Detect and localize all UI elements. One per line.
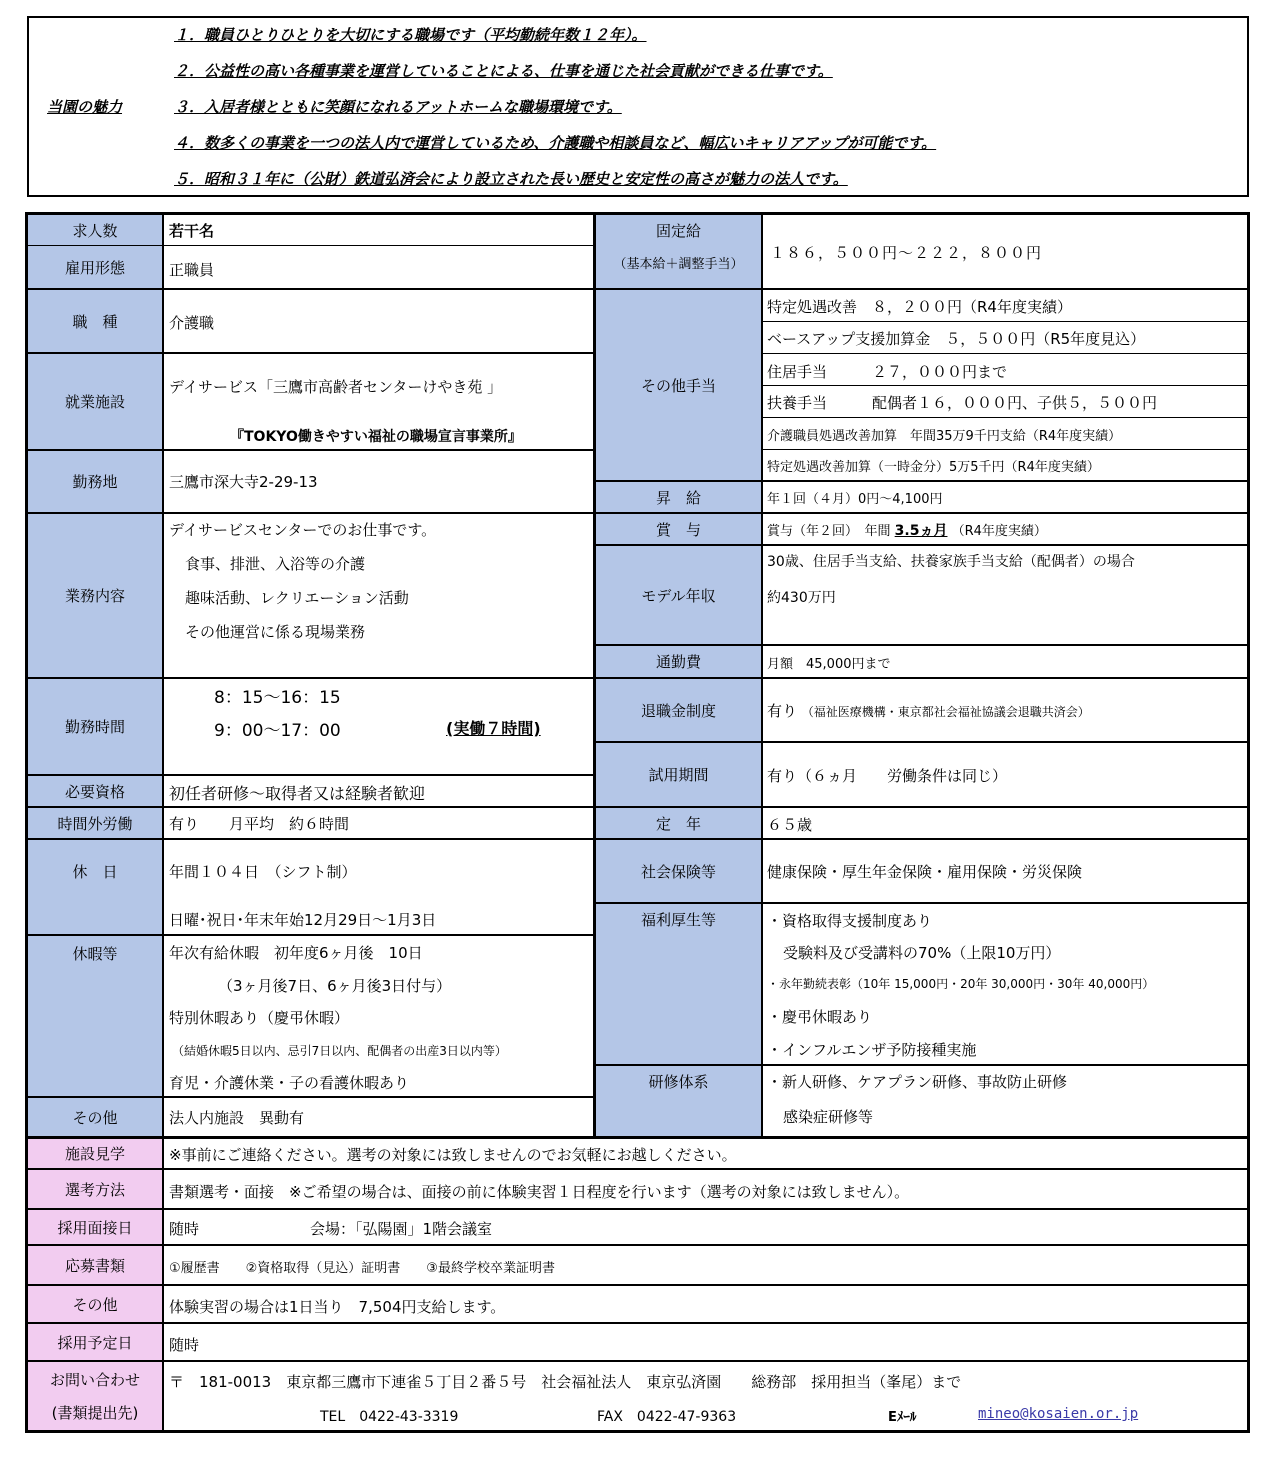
label-model-income: モデル年収: [595, 545, 762, 645]
label-overtime: 時間外労働: [27, 807, 163, 839]
value-employment: 正職員: [169, 261, 215, 279]
label-bonus: 賞 与: [595, 513, 762, 545]
value-probation: 有り（６ヵ月 労働条件は同じ）: [767, 767, 1008, 785]
value-interview: 随時: [169, 1220, 200, 1238]
value-leave-4: （結婚休暇5日以内、忌引7日以内、配偶者の出産3日以内等）: [172, 1044, 507, 1058]
label-base-pay: [595, 214, 762, 289]
value-leave-3: 特別休暇あり（慶弔休暇）: [169, 1009, 350, 1027]
value-location: 三鷹市深大寺2-29-13: [169, 473, 318, 491]
label-interview: 採用面接日: [27, 1209, 163, 1245]
value-leave-1: 年次有給休暇 初年度6ヶ月後 10日: [169, 944, 423, 962]
label-facility: 就業施設: [27, 353, 163, 450]
value-welfare-2: 受験料及び受講料の70%（上限10万円）: [783, 944, 1061, 962]
value-bonus-suffix: （R4年度実績）: [951, 524, 1047, 539]
value-allowance-3: 住居手当 ２７，０００円まで: [767, 363, 1008, 381]
label-probation: 試用期間: [595, 742, 762, 807]
value-model-income-2: 約430万円: [767, 590, 836, 606]
value-leave-2: （3ヶ月後7日、6ヶ月後3日付与）: [218, 977, 452, 995]
label-start: 採用予定日: [27, 1323, 163, 1361]
value-commute: 月額 45,000円まで: [767, 657, 891, 672]
label-location: 勤務地: [27, 450, 163, 513]
value-qualification: 初任者研修〜取得者又は経験者歓迎: [169, 784, 426, 803]
label-visit: 施設見学: [27, 1137, 163, 1169]
value-facility-1: デイサービス「三鷹市高齢者センターけやき苑 」: [169, 378, 503, 396]
label-allowances: その他手当: [595, 289, 762, 481]
value-contact-address: 〒 181-0013 東京都三鷹市下連雀５丁目２番５号 社会福祉法人 東京弘済園 総務部 採用担当（峯尾）まで: [169, 1373, 962, 1391]
label-raise: 昇 給: [595, 481, 762, 513]
label-openings: 求人数: [27, 214, 163, 246]
label-base-pay-text: 固定給: [655, 222, 701, 240]
label-other: その他: [27, 1097, 163, 1137]
value-contact-tel: TEL 0422-43-3319: [320, 1409, 459, 1425]
value-raise: 年１回（４月）0円〜4,100円: [767, 492, 943, 507]
value-welfare-1: ・資格取得支援制度あり: [767, 912, 933, 930]
charm-item-5: ５．昭和３１年に（公財）鉄道弘済会により設立された長い歴史と安定性の高さが魅力の法人です。: [174, 170, 848, 188]
charm-item-4: ４．数多くの事業を一つの法人内で運営しているため、介護職や相談員など、幅広いキャリアアップが可能です。: [174, 134, 937, 152]
value-other: 法人内施設 異動有: [169, 1109, 305, 1127]
value-insurance: 健康保険・厚生年金保険・雇用保険・労災保険: [767, 863, 1083, 881]
label-insurance: 社会保険等: [595, 839, 762, 903]
value-training-2: 感染症研修等: [783, 1108, 874, 1126]
contact-email-link[interactable]: mineo@kosaien.or.jp: [978, 1406, 1139, 1422]
value-documents: ①履歴書 ②資格取得（見込）証明書 ③最終学校卒業証明書: [169, 1261, 555, 1276]
value-holidays-2: 日曜･祝日･年末年始12月29日〜1月3日: [169, 911, 437, 929]
label-contact-1: お問い合わせ: [49, 1371, 140, 1389]
label-welfare: 福利厚生等: [595, 903, 762, 1065]
value-welfare-4: ・慶弔休暇あり: [767, 1008, 873, 1026]
value-retirement-pay-detail: （福祉医療機構・東京都社会福祉協議会退職共済会）: [801, 705, 1090, 719]
label-selection: 選考方法: [27, 1169, 163, 1209]
value-hours-2: 9：00〜17：00: [214, 721, 341, 741]
label-retirement-age: 定 年: [595, 807, 762, 839]
value-allowance-1: 特定処遇改善 ８，２００円（R4年度実績）: [767, 298, 1072, 316]
value-start: 随時: [169, 1336, 200, 1354]
value-visit: ※事前にご連絡ください。選考の対象には致しませんのでお気軽にお越しください。: [169, 1146, 737, 1164]
value-allowance-5: 介護職員処遇改善加算 年間35万9千円支給（R4年度実績）: [767, 429, 1122, 444]
value-bonus: [767, 520, 1047, 540]
label-training: 研修体系: [595, 1065, 762, 1137]
label-employment: 雇用形態: [27, 246, 163, 289]
value-allowance-4: 扶養手当 配偶者１６，０００円、子供５，５００円: [767, 394, 1158, 412]
value-job-type: 介護職: [169, 314, 215, 332]
value-contact-fax: FAX 0422-47-9363: [597, 1409, 737, 1425]
value-retirement-age: ６５歳: [767, 816, 813, 834]
value-training-1: ・新人研修、ケアプラン研修、事故防止研修: [767, 1073, 1068, 1091]
label-hours: 勤務時間: [27, 678, 163, 775]
value-retirement-pay: [767, 700, 1090, 721]
label-leave: 休暇等: [27, 935, 163, 1097]
value-duties-1: デイサービスセンターでのお仕事です。: [169, 521, 437, 539]
value-holidays-1: 年間１０４日 （シフト制）: [169, 863, 357, 881]
charm-item-2: ２．公益性の高い各種事業を運営していることによる、仕事を通じた社会貢献ができる仕事です。: [174, 62, 833, 80]
value-duties-2: 食事、排泄、入浴等の介護: [185, 555, 366, 573]
value-welfare-3: ・永年勤続表彰（10年 15,000円・20年 30,000円・30年 40,000円）: [767, 977, 1155, 991]
value-contact-email-label: Eﾒｰﾙ: [888, 1410, 917, 1425]
value-allowance-6: 特定処遇改善加算（一時金分）5万5千円（R4年度実績）: [767, 460, 1100, 475]
value-hours-note: (実働７時間): [446, 719, 541, 738]
label-bottom-other: その他: [27, 1285, 163, 1323]
value-duties-3: 趣味活動、レクリエーション活動: [185, 589, 409, 607]
label-base-pay-sub: （基本給＋調整手当）: [613, 257, 744, 272]
label-qualification: 必要資格: [27, 775, 163, 807]
value-facility-2: 『TOKYO働きやすい福祉の職場宣言事業所』: [230, 429, 522, 445]
label-contact: [27, 1361, 163, 1431]
value-hours-1: 8：15〜16：15: [214, 688, 341, 708]
value-openings: 若干名: [169, 222, 215, 240]
label-holidays: 休 日: [27, 839, 163, 935]
charm-item-3: ３．入居者様とともに笑顔になれるアットホームな職場環境です。: [174, 98, 622, 116]
label-commute: 通勤費: [595, 645, 762, 678]
value-model-income-1: 30歳、住居手当支給、扶養家族手当支給（配偶者）の場合: [767, 554, 1135, 570]
value-overtime: 有り 月平均 約６時間: [169, 815, 350, 833]
value-bottom-other: 体験実習の場合は1日当り 7,504円支給します。: [169, 1298, 506, 1316]
value-retirement-pay-main: 有り: [767, 702, 798, 720]
value-interview-venue: 会場：「弘陽園」1階会議室: [310, 1220, 493, 1238]
value-base-pay: １８６，５００円〜２２２，８００円: [770, 244, 1043, 262]
value-duties-4: その他運営に係る現場業務: [185, 623, 366, 641]
value-allowance-2: ベースアップ支援加算金 ５，５００円（R5年度見込）: [767, 330, 1146, 348]
label-documents: 応募書類: [27, 1245, 163, 1285]
charm-item-1: １．職員ひとりひとりを大切にする職場です（平均勤続年数１２年）。: [174, 26, 647, 44]
label-job-type: 職 種: [27, 289, 163, 353]
value-welfare-5: ・インフルエンザ予防接種実施: [767, 1041, 977, 1059]
label-duties: 業務内容: [27, 513, 163, 678]
value-bonus-prefix: 賞与（年２回） 年間: [767, 524, 891, 539]
label-retirement-pay: 退職金制度: [595, 678, 762, 742]
value-bonus-amount: 3.5ヵ月: [894, 523, 948, 539]
value-selection: 書類選考・面接 ※ご希望の場合は、面接の前に体験実習１日程度を行います（選考の対象には致しません）。: [169, 1183, 910, 1201]
label-contact-2: (書類提出先): [51, 1404, 139, 1422]
charm-title: 当園の魅力: [47, 98, 123, 116]
value-leave-5: 育児・介護休業・子の看護休暇あり: [169, 1074, 410, 1092]
